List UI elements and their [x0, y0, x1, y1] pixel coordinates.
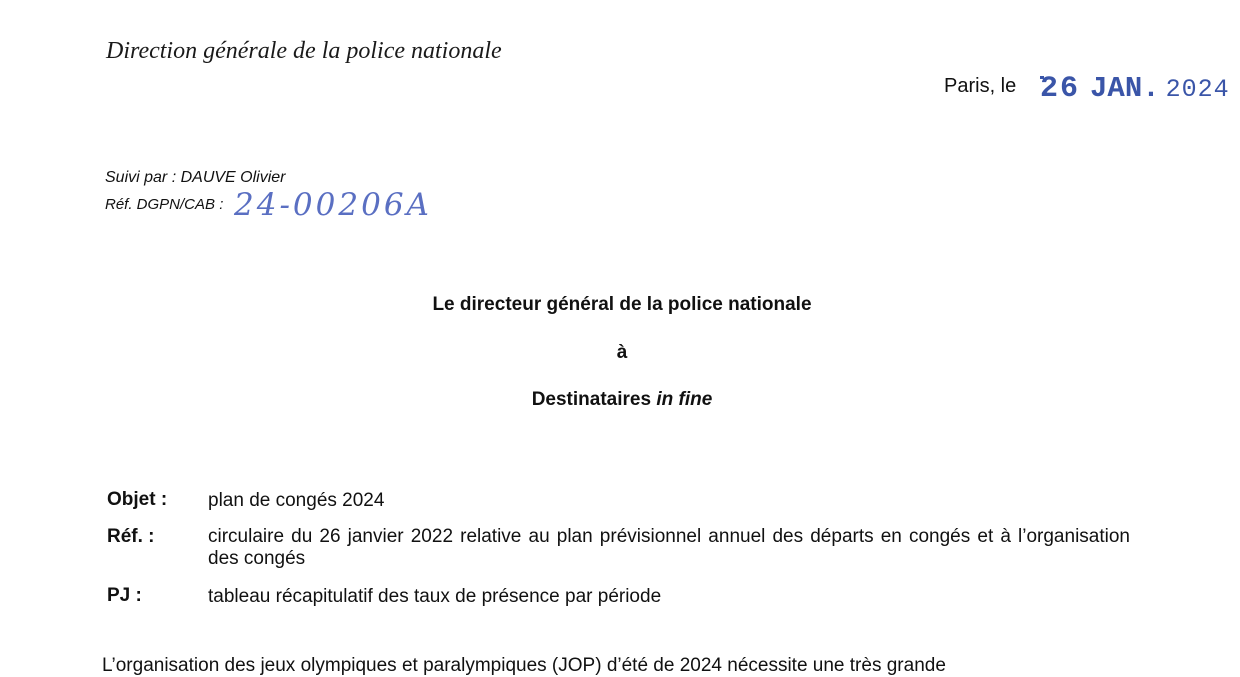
field-label-pj: PJ : — [107, 585, 142, 606]
reference-label: Réf. DGPN/CAB : — [105, 196, 224, 213]
followed-by: Suivi par : DAUVE Olivier — [105, 169, 286, 186]
field-label-objet: Objet : — [107, 489, 168, 510]
date-stamp-year: 2024 — [1165, 75, 1230, 104]
date-stamp-day: 26 — [1040, 72, 1081, 106]
field-value-objet: plan de congés 2024 — [208, 490, 385, 511]
handwritten-reference: 24-00206A — [234, 187, 432, 223]
place-label: Paris, le — [944, 75, 1017, 97]
recipients-italic: in fine — [656, 389, 713, 410]
agency-name: Direction générale de la police nationale — [106, 38, 502, 64]
recipients-main: Destinataires — [531, 389, 652, 410]
body-paragraph-line: L’organisation des jeux olympiques et paralympiques (JOP) d’été de 2024 nécessite une très grande — [102, 655, 946, 676]
field-value-pj: tableau récapitulatif des taux de présence par période — [208, 586, 662, 607]
date-stamp-month: JAN. — [1090, 72, 1160, 105]
field-value-ref: circulaire du 26 janvier 2022 relative au plan prévisionnel annuel des départs en congés et à l’organisation des congés — [208, 526, 1130, 569]
sender-line: Le directeur général de la police nationale — [432, 294, 812, 315]
date-stamp — [1040, 72, 1230, 106]
field-label-ref: Réf. : — [107, 526, 155, 547]
to-line: à — [616, 342, 628, 363]
recipients-line — [0, 389, 1240, 411]
